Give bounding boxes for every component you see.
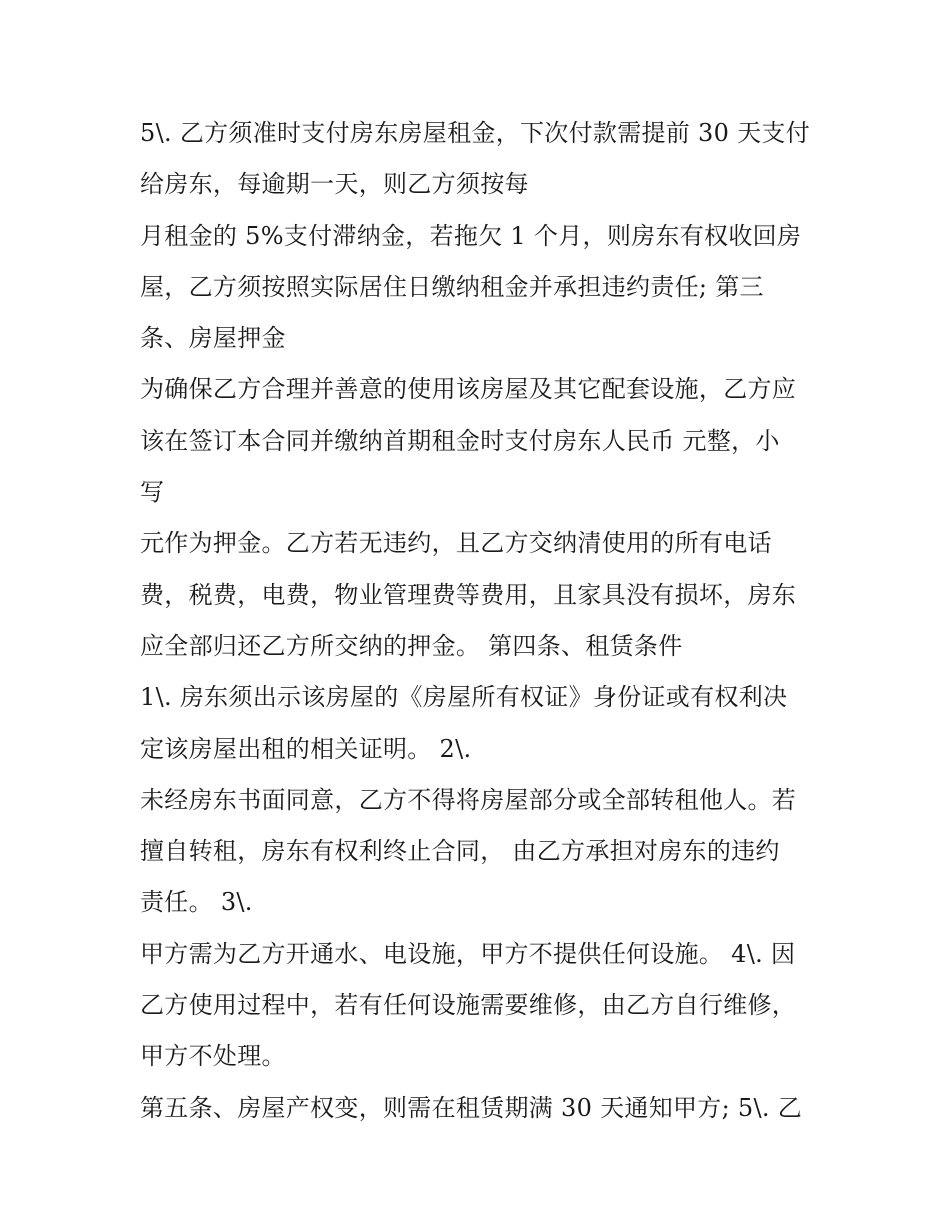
- document-body: [140, 108, 840, 1134]
- text-line: 甲方需为乙方开通水、电设施，甲方不提供任何设施。 4\. 因: [140, 939, 796, 968]
- text-line: 给房东，每逾期一天，则乙方须按每: [140, 170, 529, 199]
- text-line: 写: [140, 478, 165, 507]
- text-line: 第五条、房屋产权变，则需在租赁期满 30 天通知甲方; 5\. 乙: [140, 1093, 803, 1122]
- text-line: 甲方不处理。: [140, 1042, 286, 1071]
- text-line: 元作为押金。乙方若无违约，且乙方交纳清使用的所有电话: [140, 529, 772, 558]
- text-line: 未经房东书面同意，乙方不得将房屋部分或全部转租他人。若: [140, 785, 797, 814]
- text-line: 费，税费，电费，物业管理费等费用，且家具没有损坏，房东: [140, 580, 797, 609]
- text-line: 擅自转租，房东有权利终止合同， 由乙方承担对房东的违约: [140, 837, 780, 866]
- text-line: 1\. 房东须出示该房屋的《房屋所有权证》身份证或有权利决: [140, 683, 788, 712]
- text-line: 条、房屋押金: [140, 324, 286, 353]
- text-line: 应全部归还乙方所交纳的押金。 第四条、租赁条件: [140, 631, 683, 660]
- text-line: 责任。 3\.: [140, 888, 253, 917]
- text-line: 屋，乙方须按照实际居住日缴纳租金并承担违约责任; 第三: [140, 272, 764, 301]
- text-line: 5\. 乙方须准时支付房东房屋租金，下次付款需提前 30 天支付: [140, 119, 811, 147]
- text-line: 为确保乙方合理并善意的使用该房屋及其它配套设施，乙方应: [140, 375, 797, 404]
- text-line: 月租金的 5%支付滞纳金，若拖欠 1 个月，则房东有权收回房: [140, 221, 802, 250]
- text-line: 乙方使用过程中，若有任何设施需要维修，由乙方自行维修，: [140, 991, 797, 1020]
- text-line: 该在签订本合同并缴纳首期租金时支付房东人民币 元整，小: [140, 426, 780, 455]
- text-line: 定该房屋出租的相关证明。 2\.: [140, 734, 472, 763]
